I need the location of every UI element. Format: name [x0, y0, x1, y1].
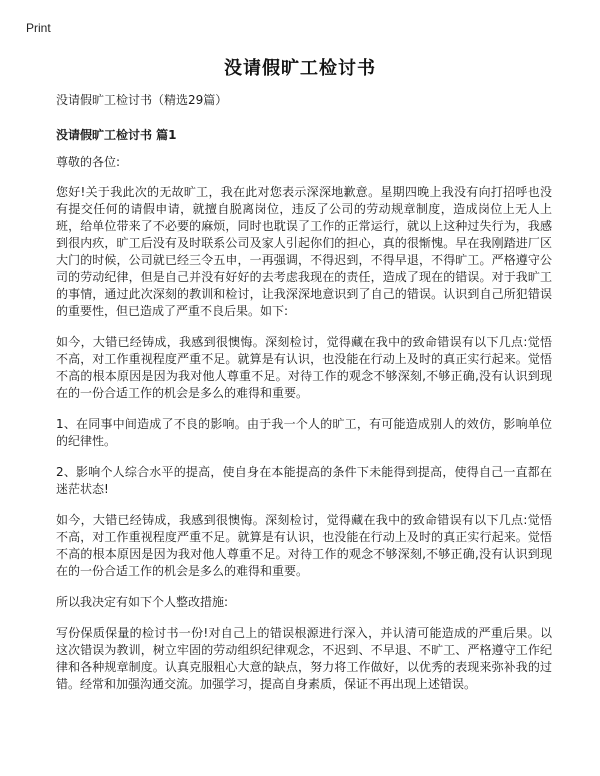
paragraph-point-1: 1、在同事中间造成了不良的影响。由于我一个人的旷工，有可能造成别人的效仿，影响单位的纪律性。 [56, 417, 552, 448]
document-body [56, 92, 552, 707]
document-title: 没请假旷工检讨书 [224, 58, 376, 79]
section-heading: 没请假旷工检讨书 篇1 [56, 128, 177, 142]
greeting: 尊敬的各位: [56, 155, 121, 169]
paragraph-measures-intro: 所以我决定有如下个人整改措施: [56, 595, 229, 609]
paragraph-measures: 写份保质保量的检讨书一份!对自己上的错误根源进行深入，并认清可能造成的严重后果。以这次错误为教训，树立牢固的劳动组织纪律观念，不迟到、不早退、不旷工、严格遵守工作纪律和各种规章制度。认真克服粗心大意的缺点，努力将工作做好，以优秀的表现来弥补我的过错。经常和加强沟通交流。加强学习，提高自身素质，保证不再出现上述错误。 [56, 626, 552, 691]
paragraph-apology: 您好!关于我此次的无故旷工，我在此对您表示深深地歉意。星期四晚上我没有向打招呼也没有提交任何的请假申请，就擅自脱离岗位，违反了公司的劳动规章制度，造成岗位上无人上班，给单位带来了不必要的麻烦，同时也耽误了工作的正常运行，就以上这种过失行为，我感到很内疚，旷工后没有及时联系公司及家人引起你们的担心，真的很惭愧。早在我刚踏进厂区大门的时候，公司就已经三令五申，一再强调，不得迟到，不得早退，不得旷工。严格遵守公司的劳动纪律，但是自己并没有好好的去考虑我现在的责任，造成了现在的错误。对于我旷工的事情，通过此次深刻的教训和检讨，让我深深地意识到了自己的错误。认识到自己所犯错误的重要性，但已造成了严重不良后果。如下: [56, 185, 552, 318]
print-link[interactable]: Print [26, 21, 51, 35]
document-subtitle: 没请假旷工检讨书（精选29篇） [56, 93, 228, 107]
paragraph-reflection: 如今，大错已经铸成，我感到很懊悔。深刻检讨，觉得藏在我中的致命错误有以下几点:觉悟不高，对工作重视程度严重不足。就算是有认识，也没能在行动上及时的真正实行起来。觉悟不高的根本原因是因为我对他人尊重不足。对待工作的观念不够深刻,不够正确,没有认识到现在的一份合适工作的机会是多么的难得和重要。 [56, 335, 552, 400]
paragraph-reflection-repeat: 如今，大错已经铸成，我感到很懊悔。深刻检讨，觉得藏在我中的致命错误有以下几点:觉悟不高，对工作重视程度严重不足。就算是有认识，也没能在行动上及时的真正实行起来。觉悟不高的根本原因是因为我对他人尊重不足。对待工作的观念不够深刻,不够正确,没有认识到现在的一份合适工作的机会是多么的难得和重要。 [56, 513, 552, 578]
paragraph-point-2: 2、影响个人综合水平的提高，使自身在本能提高的条件下未能得到提高，使得自己一直都在迷茫状态! [56, 465, 552, 496]
